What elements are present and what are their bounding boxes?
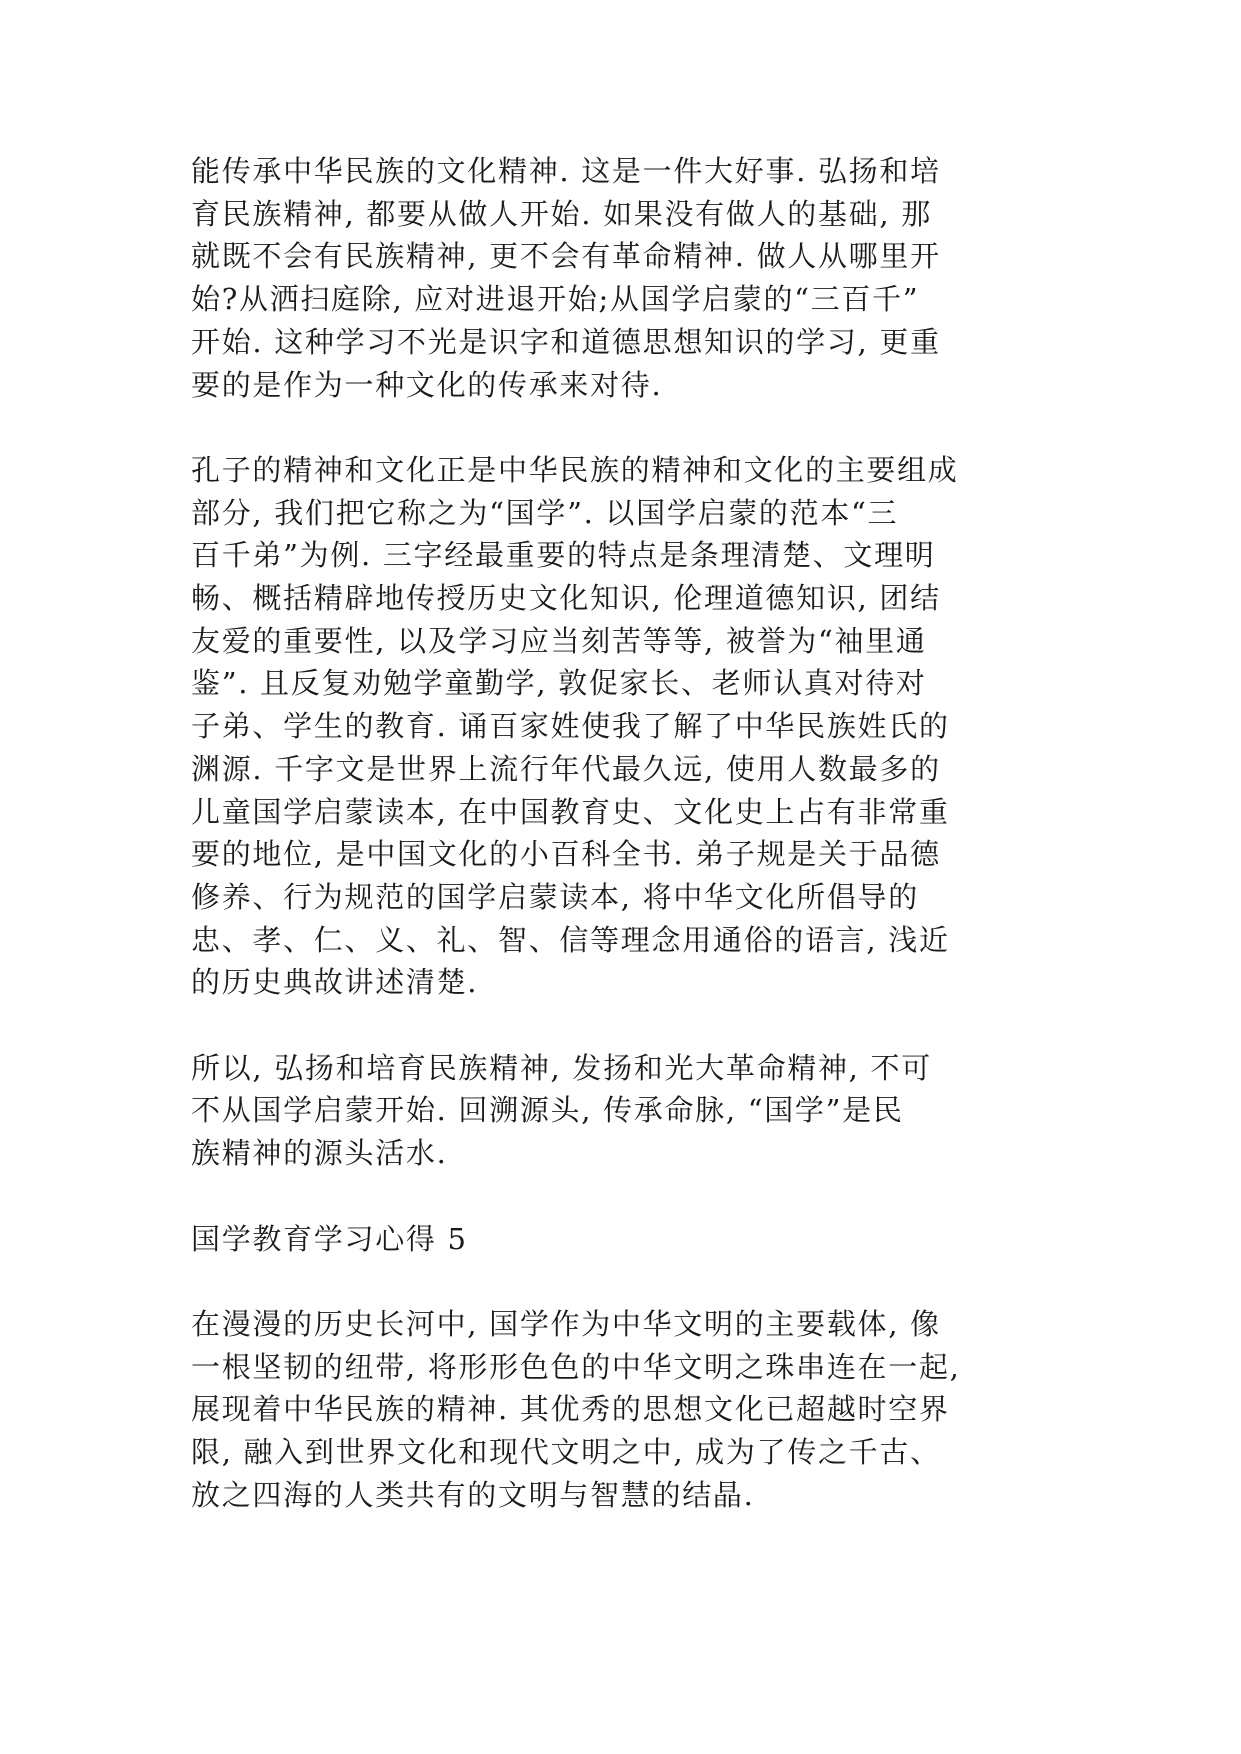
paragraph-heritage xyxy=(191,150,1026,406)
text-line: 开始. 这种学习不光是识字和道德思想知识的学习, 更重 xyxy=(191,324,941,359)
text-line: 展现着中华民族的精神. 其优秀的思想文化已超越时空界 xyxy=(191,1392,950,1427)
text-line: 能传承中华民族的文化精神. 这是一件大好事. 弘扬和培 xyxy=(191,154,941,188)
paragraph-spacer xyxy=(191,1004,1026,1047)
text-line: 在漫漫的历史长河中, 国学作为中华文明的主要载体, 像 xyxy=(191,1306,941,1341)
text-line: 育民族精神, 都要从做人开始. 如果没有做人的基础, 那 xyxy=(191,196,932,231)
text-line: 鉴”. 且反复劝勉学童勤学, 敦促家长、老师认真对待对 xyxy=(191,666,927,701)
text-line: 一根坚韧的纽带, 将形形色色的中华文明之珠串连在一起, xyxy=(191,1349,961,1384)
text-line: 百千弟”为例. 三字经最重要的特点是条理清楚、文理明 xyxy=(191,538,936,573)
text-line: 畅、概括精辟地传授历史文化知识, 伦理道德知识, 团结 xyxy=(191,581,941,616)
text-line: 要的地位, 是中国文化的小百科全书. 弟子规是关于品德 xyxy=(191,837,941,872)
text-line: 渊源. 千字文是世界上流行年代最久远, 使用人数最多的 xyxy=(191,751,941,786)
paragraph-spacer xyxy=(191,1175,1026,1218)
paragraph-spacer xyxy=(191,1260,1026,1303)
section-heading xyxy=(191,1218,1026,1261)
text-line: 子弟、学生的教育. 诵百家姓使我了解了中华民族姓氏的 xyxy=(191,709,950,744)
text-line: 友爱的重要性, 以及学习应当刻苦等等, 被誉为“袖里通 xyxy=(191,623,927,658)
text-line: 忠、孝、仁、义、礼、智、信等理念用通俗的语言, 浅近 xyxy=(191,922,950,957)
text-line: 所以, 弘扬和培育民族精神, 发扬和光大革命精神, 不可 xyxy=(191,1050,932,1085)
text-line: 的历史典故讲述清楚. xyxy=(191,965,479,1000)
text-line: 放之四海的人类共有的文明与智慧的结晶. xyxy=(191,1477,755,1512)
paragraph-conclusion xyxy=(191,1047,1026,1175)
paragraph-confucius xyxy=(191,449,1026,1004)
text-line: 始?从洒扫庭除, 应对进退开始;从国学启蒙的“三百千” xyxy=(191,282,920,317)
document-body xyxy=(191,150,1026,1516)
paragraph-spacer xyxy=(191,406,1026,449)
section-title: 国学教育学习心得 5 xyxy=(191,1221,468,1256)
text-line: 部分, 我们把它称之为“国学”. 以国学启蒙的范本“三 xyxy=(191,495,899,530)
text-line: 族精神的源头活水. xyxy=(191,1136,448,1171)
text-line: 要的是作为一种文化的传承来对待. xyxy=(191,367,663,402)
text-line: 限, 融入到世界文化和现代文明之中, 成为了传之千古、 xyxy=(191,1435,941,1470)
text-line: 就既不会有民族精神, 更不会有革命精神. 做人从哪里开 xyxy=(191,239,941,274)
text-line: 不从国学启蒙开始. 回溯源头, 传承命脉, “国学”是民 xyxy=(191,1093,904,1128)
paragraph-history xyxy=(191,1303,1026,1517)
text-line: 儿童国学启蒙读本, 在中国教育史、文化史上占有非常重 xyxy=(191,794,950,829)
text-line: 孔子的精神和文化正是中华民族的精神和文化的主要组成 xyxy=(191,452,959,487)
text-line: 修养、行为规范的国学启蒙读本, 将中华文化所倡导的 xyxy=(191,879,919,914)
